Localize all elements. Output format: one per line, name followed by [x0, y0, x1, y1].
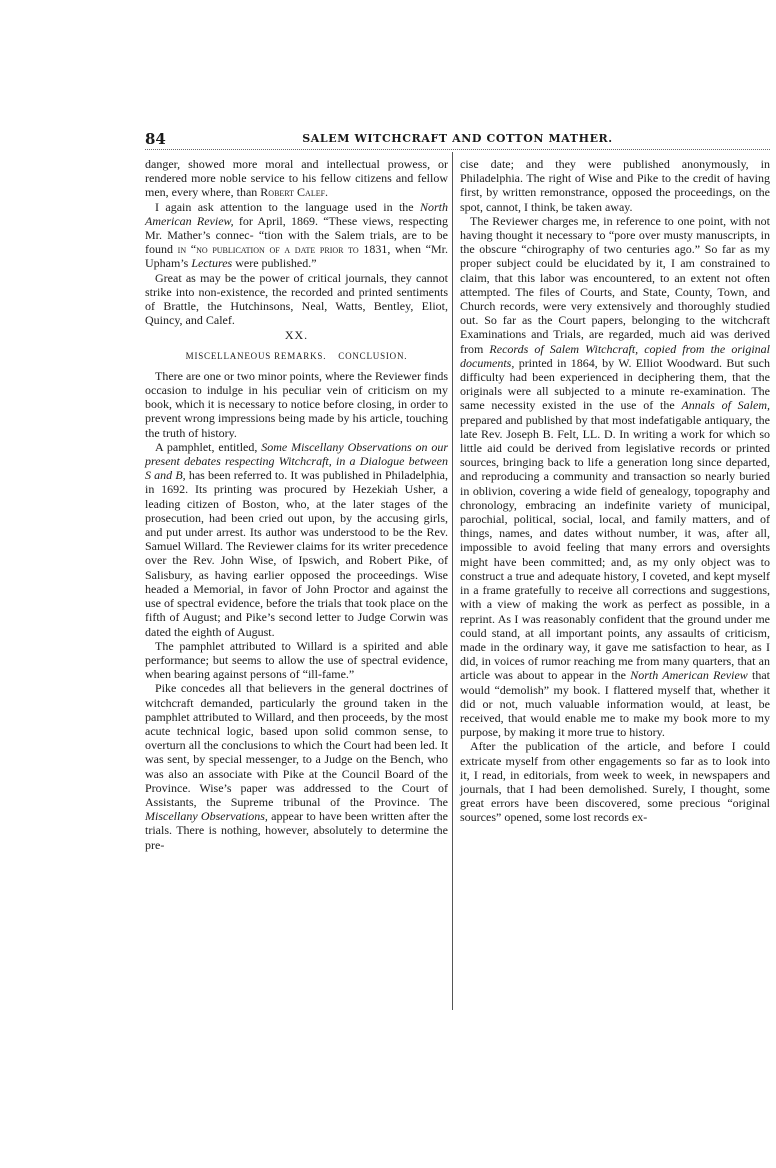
- paragraph: Great as may be the power of critical journals, they cannot strike into non-existence, the recorded and printed sentiments of Brattle, the Hutchinsons, Neal, Watts, Bentley, Eliot, Quincy, and Calef.: [145, 270, 448, 328]
- page-header: [145, 130, 770, 146]
- running-title: SALEM WITCHCRAFT AND COTTON MATHER.: [302, 132, 613, 145]
- journal-title: North American Review,: [145, 199, 449, 228]
- paragraph: The pamphlet attributed to Willard is a spirited and able performance; but seems to allow the use of spectral evidence, when bearing against persons of “ill-fame.”: [145, 638, 448, 682]
- paragraph: There are one or two minor points, where the Reviewer finds occasion to indulge in his peculiar vein of criticism on my book, which it is necessary to notice before closing, in order to prevent wrong impressions being made by his article, touching the truth of history.: [145, 368, 448, 440]
- right-column: [460, 157, 770, 825]
- paragraph: I again ask attention to the language used in the North American Review, for April, 1869. “These views, respecting Mr. Mather’s connec- “tion with the Salem trials, are to be found in “no publication of a date prior to 1831, when “Mr. Upham’s Lectures were published.”: [145, 199, 449, 271]
- header-rule: [145, 149, 770, 150]
- paragraph: A pamphlet, entitled, Some Miscellany Observations on our present debates respecting Witchcraft, in a Dialogue between S and B, has been referred to. It was published in Philadelphia, in 1692. Its printing was procured by Hezekiah Usher, a leading citizen of Boston, who, at the later stages of the prosecution, had been cried out upon, by the accusing girls, and put under arrest. Its author was understood to be the Rev. Samuel Willard. The Reviewer claims for its writer precedence over the Rev. John Wise, of Ipswich, and Robert Pike, of Salisbury, as having earlier opposed the proceedings. Wise headed a Memorial, in favor of John Proctor and against the use of spectral evidence, before the trials that took place on the fifth of August; and Pike’s second letter to Judge Corwin was dated the eighth of August.: [145, 439, 449, 639]
- left-column: [145, 157, 448, 852]
- page-number: 84: [145, 130, 166, 148]
- paragraph: Pike concedes all that believers in the general doctrines of witchcraft demanded, particularly the ground taken in the pamphlet attributed to Willard, and then proceeds, by the most acute technical logic, based upon solid common sense, to overturn all the conclusions to which the Court had been led. It was sent, by special messenger, to a Judge on the Bench, who was also an associate with Pike at the Council Board of the Province. Wise’s paper was addressed to the Court of Assistants, the Supreme tribunal of the Province. The Miscellany Observations, appear to have been written after the trials. There is nothing, however, absolutely to determine the pre-: [145, 681, 448, 852]
- paragraph: danger, showed more moral and intellectual prowess, or rendered more noble service to his fellow citizens and fellow men, every where, than Robert Calef.: [145, 157, 448, 200]
- paragraph: cise date; and they were published anonymously, in Philadelphia. The right of Wise and Pike to the credit of having first, by written remonstrance, opposed the proceedings, on the spot, cannot, I think, be taken away.: [460, 157, 770, 214]
- author-name: Robert Calef.: [260, 185, 329, 200]
- paragraph: After the publication of the article, and before I could extricate myself from other engagements so far as to look into it, I read, in editorials, from week to week, in newspapers and journals, that I had been demolished. Surely, I thought, some great errors have been discovered, some precious “original sources” opened, some lost records ex-: [460, 739, 770, 825]
- pamphlet-title: Some Miscellany Observations on our present debates respecting Witchcraft, in a Dialogue between S and B,: [145, 439, 449, 483]
- column-divider: [452, 152, 453, 1010]
- section-heading: MISCELLANEOUS REMARKS. CONCLUSION.: [185, 350, 408, 361]
- records-title: Records of Salem Witchcraft, copied from the original documents,: [460, 341, 770, 370]
- section-number: XX.: [284, 328, 309, 343]
- paragraph: The Reviewer charges me, in reference to one point, with not having thought it necessary to “pore over musty manuscripts, in the obscure “chirography of two centuries ago.” So far as my proper subject could be elucidated by it, I am constrained to claim, that this labor was encountered, to an extent not often attempted. The files of Courts, and State, County, Town, and Church records, were very extensively and thoroughly studied out. So far as the Court papers, belonging to the witchcraft Examinations and Trials, are regarded, much aid was derived from Records of Salem Witchcraft, copied from the original documents, printed in 1864, by W. Elliot Woodward. But such difficulty had been experienced in deciphering them, that the originals were all subjected to a minute re-examination. The same necessity existed in the use of the Annals of Salem, prepared and published by that most indefatigable antiquary, the late Rev. Joseph B. Felt, LL. D. In writing a work for which so little aid could be derived from legislative records or printed sources, bringing back to life a generation long since departed, and reproducing a community and transaction so nearly buried in oblivion, covering a wide field of genealogy, topography and chronology, embracing an indefinite variety of municipal, parochial, political, social, local, and family matters, and of things, names, and dates without number, it was, after all, impossible to avoid feeling that many errors and oversights might have been committed; and, as my only object was to construct a true and adequate history, I coveted, and kept myself in a frame gratefully to receive all corrections and suggestions, with a view of making the work as perfect as possible, in a reprint. As I was reasonably confident that the ground under me could stand, at all important points, any assaults of criticism, made in the ordinary way, it gave me satisfaction to hear, as I did, in voices of rumor reaching me from many quarters, that an article was about to appear in the North American Review that would “demolish” my book. I flattered myself that, whether it did or not, much valuable information would, at least, be received, that would enable me to make my book more to my purpose, by making it more true to history.: [460, 213, 771, 740]
